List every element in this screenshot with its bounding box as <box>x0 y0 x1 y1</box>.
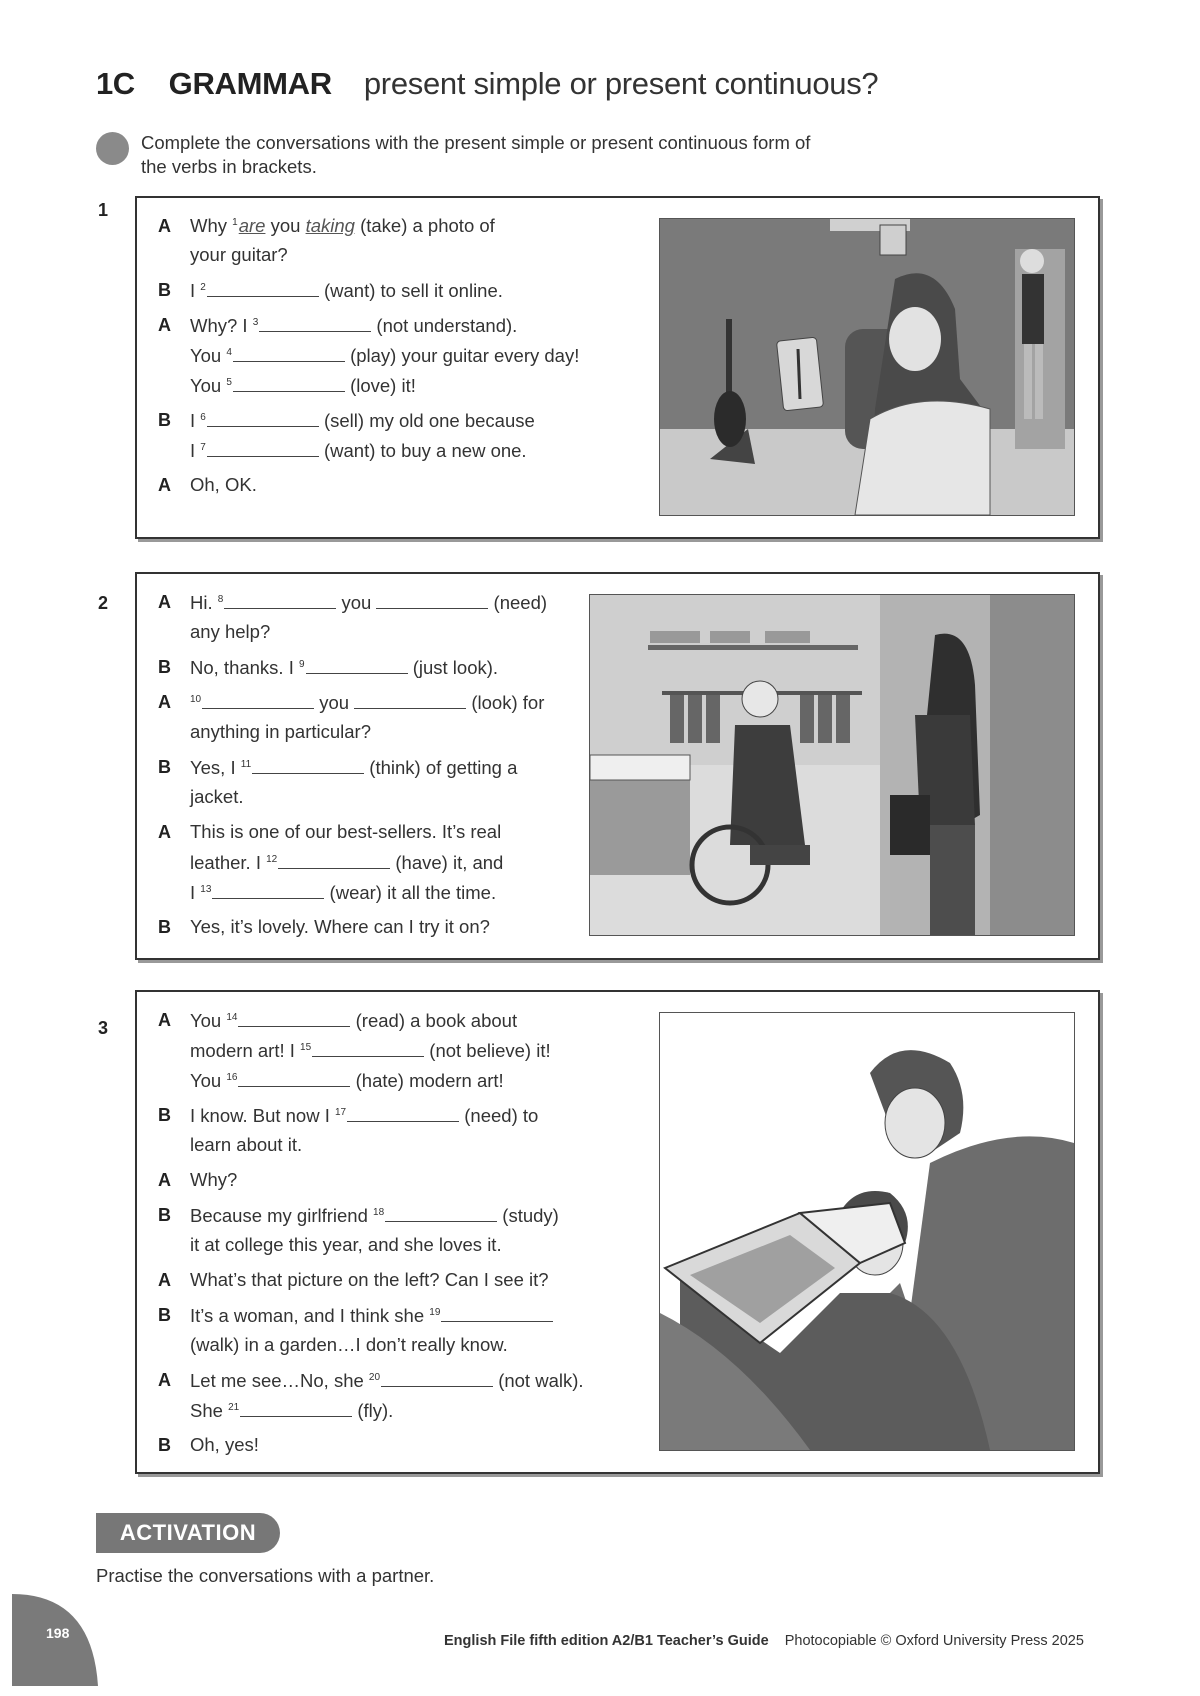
dialogue-line: What’s that picture on the left? Can I see it? <box>190 1269 549 1290</box>
dialogue-line: No, thanks. I $^9$ (just look). <box>190 657 499 678</box>
answer-gap-17[interactable] <box>347 1104 459 1122</box>
speaker: B <box>158 917 171 937</box>
speaker: B <box>158 280 171 300</box>
speaker: A <box>158 822 171 842</box>
dialogue-line: Yes, I $^{11}$ (think) of getting a <box>190 757 518 778</box>
dialogue-line: modern art! I $^{15}$ (not believe) it! <box>190 1040 551 1061</box>
answer-gap-14[interactable] <box>238 1009 350 1027</box>
dialogue-line: I know. But now I $^{17}$ (need) to <box>190 1105 539 1126</box>
unit-code: 1C <box>96 66 135 101</box>
dialogue-line: You $^5$ (love) it! <box>190 375 416 396</box>
speaker: B <box>158 657 171 677</box>
dialogue-line: Let me see…No, she $^{20}$ (not walk). <box>190 1370 584 1391</box>
speaker: A <box>158 692 171 712</box>
section-title: GRAMMAR <box>168 66 332 101</box>
dialogue-line: Why? I $^3$ (not understand). <box>190 315 518 336</box>
answer-gap-8b[interactable] <box>376 591 488 609</box>
dialogue-line: Why $^1$are you taking (take) a photo of <box>190 215 495 236</box>
answer-gap-5[interactable] <box>233 374 345 392</box>
speaker: A <box>158 475 171 495</box>
speaker: A <box>158 1270 171 1290</box>
dialogue-line: anything in particular? <box>190 721 371 742</box>
example-answer: are <box>238 215 266 236</box>
dialogue-line: This is one of our best-sellers. It’s real <box>190 821 502 842</box>
shop-illustration <box>589 594 1075 936</box>
answer-gap-2[interactable] <box>207 279 319 297</box>
speaker: A <box>158 592 171 612</box>
answer-gap-8a[interactable] <box>224 591 336 609</box>
activation-label: ACTIVATION <box>96 1513 280 1553</box>
speaker: B <box>158 1305 171 1325</box>
speaker: B <box>158 1105 171 1125</box>
dialogue-line: learn about it. <box>190 1134 303 1155</box>
answer-gap-7[interactable] <box>207 439 319 457</box>
dialogue-line: Oh, yes! <box>190 1434 259 1455</box>
dialogue-line: I $^{13}$ (wear) it all the time. <box>190 882 497 903</box>
exercise-bullet-icon <box>96 132 129 165</box>
exercise-box-2 <box>135 572 1100 960</box>
speaker: A <box>158 1170 171 1190</box>
dialogue-line: your guitar? <box>190 244 288 265</box>
answer-gap-11[interactable] <box>252 756 364 774</box>
exercise-number-3: 3 <box>98 1018 109 1038</box>
speaker: A <box>158 315 171 335</box>
speaker: A <box>158 216 171 236</box>
answer-gap-10a[interactable] <box>202 691 314 709</box>
speaker: B <box>158 410 171 430</box>
speaker: A <box>158 1370 171 1390</box>
dialogue-line: Oh, OK. <box>190 474 257 495</box>
dialogue-line: She $^{21}$ (fly). <box>190 1400 394 1421</box>
guitar-photo-illustration <box>659 218 1075 516</box>
answer-gap-21[interactable] <box>240 1399 352 1417</box>
dialogue-line: it at college this year, and she loves it. <box>190 1234 502 1255</box>
dialogue-line: Hi. $^8$ you (need) <box>190 592 548 613</box>
answer-gap-10b[interactable] <box>354 691 466 709</box>
dialogue-line: It’s a woman, and I think she $^{19}$ <box>190 1304 553 1327</box>
answer-gap-18[interactable] <box>385 1204 497 1222</box>
art-book-illustration <box>659 1012 1075 1451</box>
speaker: B <box>158 757 171 777</box>
exercise-box-3 <box>135 990 1100 1474</box>
book-title: English File fifth edition A2/B1 Teacher’s Guide <box>444 1633 769 1649</box>
dialogue-line: jacket. <box>190 786 244 807</box>
page-number: 198 <box>46 1625 70 1641</box>
footer <box>444 1633 1084 1649</box>
answer-gap-9[interactable] <box>306 656 408 674</box>
dialogue-line: (walk) in a garden…I don’t really know. <box>190 1334 508 1355</box>
answer-gap-19[interactable] <box>441 1304 553 1322</box>
answer-gap-15[interactable] <box>312 1039 424 1057</box>
dialogue-line: leather. I $^{12}$ (have) it, and <box>190 852 504 873</box>
copyright: Photocopiable © Oxford University Press 2025 <box>784 1633 1084 1649</box>
speaker: A <box>158 1010 171 1030</box>
answer-gap-13[interactable] <box>212 881 324 899</box>
dialogue-line: I $^6$ (sell) my old one because <box>190 410 535 431</box>
answer-gap-6[interactable] <box>207 409 319 427</box>
topic-title: present simple or present continuous? <box>363 66 879 101</box>
dialogue-line: I $^2$ (want) to sell it online. <box>190 280 503 301</box>
activation-text: Practise the conversations with a partner. <box>96 1565 435 1586</box>
exercise-box-1 <box>135 196 1100 539</box>
speaker: B <box>158 1435 171 1455</box>
dialogue-line: Yes, it’s lovely. Where can I try it on? <box>190 916 490 937</box>
dialogue-line: any help? <box>190 621 271 642</box>
exercise-number-1: 1 <box>98 200 109 220</box>
dialogue-line: You $^{14}$ (read) a book about <box>190 1010 518 1031</box>
dialogue-line: $^{10}$ you (look) for <box>190 692 545 713</box>
answer-gap-3[interactable] <box>259 314 371 332</box>
dialogue-line: You $^{16}$ (hate) modern art! <box>190 1070 504 1091</box>
answer-gap-12[interactable] <box>278 851 390 869</box>
dialogue-line: You $^4$ (play) your guitar every day! <box>190 345 580 366</box>
answer-gap-16[interactable] <box>238 1069 350 1087</box>
dialogue-line: I $^7$ (want) to buy a new one. <box>190 440 527 461</box>
page-header <box>96 66 878 102</box>
speaker: B <box>158 1205 171 1225</box>
instruction-text: Complete the conversations with the present simple or present continuous form of the verbs in brackets. <box>141 132 811 177</box>
dialogue-line: Because my girlfriend $^{18}$ (study) <box>190 1205 559 1226</box>
example-answer: taking <box>305 215 355 236</box>
dialogue-line: Why? <box>190 1169 238 1190</box>
answer-gap-20[interactable] <box>381 1369 493 1387</box>
answer-gap-4[interactable] <box>233 344 345 362</box>
exercise-number-2: 2 <box>98 593 109 613</box>
